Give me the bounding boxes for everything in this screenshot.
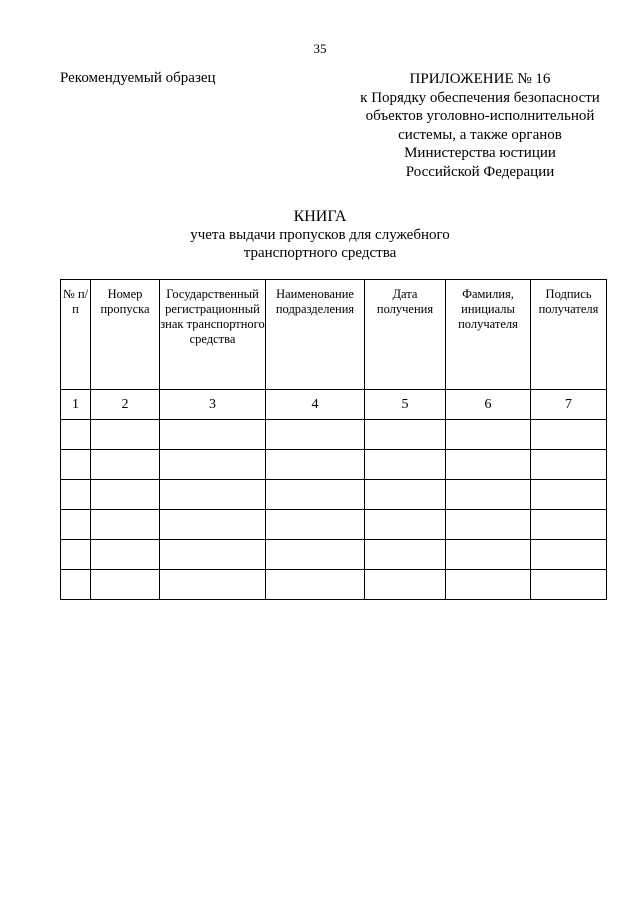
empty-cell	[91, 570, 160, 600]
empty-rows	[61, 420, 607, 600]
header-cell: Фамилия, инициалы получателя	[446, 280, 531, 390]
header-cell: Номер пропуска	[91, 280, 160, 390]
header-cell: Государственный регистрационный знак транспортного средства	[160, 280, 266, 390]
table-row	[61, 510, 607, 540]
appendix-title: ПРИЛОЖЕНИЕ № 16	[409, 71, 551, 87]
empty-cell	[160, 570, 266, 600]
header-cell: Подпись получателя	[531, 280, 607, 390]
empty-cell	[160, 450, 266, 480]
empty-cell	[91, 450, 160, 480]
empty-cell	[266, 450, 365, 480]
title-line: транспортного средства	[243, 245, 397, 261]
column-number: 2	[91, 390, 160, 420]
title-line: учета выдачи пропусков для служебного	[190, 227, 450, 243]
empty-cell	[365, 540, 446, 570]
empty-cell	[446, 570, 531, 600]
empty-cell	[266, 420, 365, 450]
empty-cell	[531, 540, 607, 570]
empty-cell	[160, 510, 266, 540]
column-number: 1	[61, 390, 91, 420]
empty-cell	[365, 450, 446, 480]
table-row	[61, 480, 607, 510]
empty-cell	[91, 510, 160, 540]
page-number: 35	[313, 41, 327, 56]
appendix-line: системы, а также органов	[398, 126, 562, 143]
empty-cell	[531, 570, 607, 600]
empty-cell	[61, 570, 91, 600]
empty-cell	[91, 420, 160, 450]
column-number: 3	[160, 390, 266, 420]
table-row	[61, 450, 607, 480]
empty-cell	[61, 480, 91, 510]
table-row	[61, 570, 607, 600]
header-cell: Дата получения	[365, 280, 446, 390]
empty-cell	[446, 450, 531, 480]
empty-cell	[91, 540, 160, 570]
column-number: 6	[446, 390, 531, 420]
empty-cell	[531, 420, 607, 450]
title-main: КНИГА	[293, 208, 347, 225]
empty-cell	[446, 420, 531, 450]
empty-cell	[365, 570, 446, 600]
empty-cell	[61, 420, 91, 450]
column-number: 5	[365, 390, 446, 420]
appendix-line: к Порядку обеспечения безопасности	[360, 89, 600, 106]
pass-issuance-table	[60, 279, 607, 600]
empty-cell	[160, 420, 266, 450]
column-number: 7	[531, 390, 607, 420]
table-row	[61, 420, 607, 450]
empty-cell	[365, 420, 446, 450]
empty-cell	[266, 570, 365, 600]
recommended-sample-label: Рекомендуемый образец	[60, 70, 216, 86]
empty-cell	[446, 510, 531, 540]
empty-cell	[531, 480, 607, 510]
empty-cell	[160, 480, 266, 510]
header-cell: № п/п	[61, 280, 91, 390]
empty-cell	[266, 510, 365, 540]
table-header-row	[61, 280, 607, 390]
empty-cell	[61, 510, 91, 540]
table-row	[61, 540, 607, 570]
appendix-line: Российской Федерации	[405, 163, 555, 180]
empty-cell	[91, 480, 160, 510]
empty-cell	[61, 540, 91, 570]
empty-cell	[266, 540, 365, 570]
empty-cell	[531, 510, 607, 540]
empty-cell	[365, 480, 446, 510]
column-number-row	[61, 390, 607, 420]
empty-cell	[446, 540, 531, 570]
empty-cell	[160, 540, 266, 570]
empty-cell	[446, 480, 531, 510]
empty-cell	[531, 450, 607, 480]
appendix-line: Министерства юстиции	[404, 145, 556, 161]
column-number: 4	[266, 390, 365, 420]
header-cell: Наименование подразделения	[266, 280, 365, 390]
empty-cell	[266, 480, 365, 510]
appendix-header	[350, 70, 610, 181]
empty-cell	[365, 510, 446, 540]
empty-cell	[61, 450, 91, 480]
appendix-line: объектов уголовно-исполнительной	[365, 108, 595, 124]
document-title	[0, 208, 640, 262]
